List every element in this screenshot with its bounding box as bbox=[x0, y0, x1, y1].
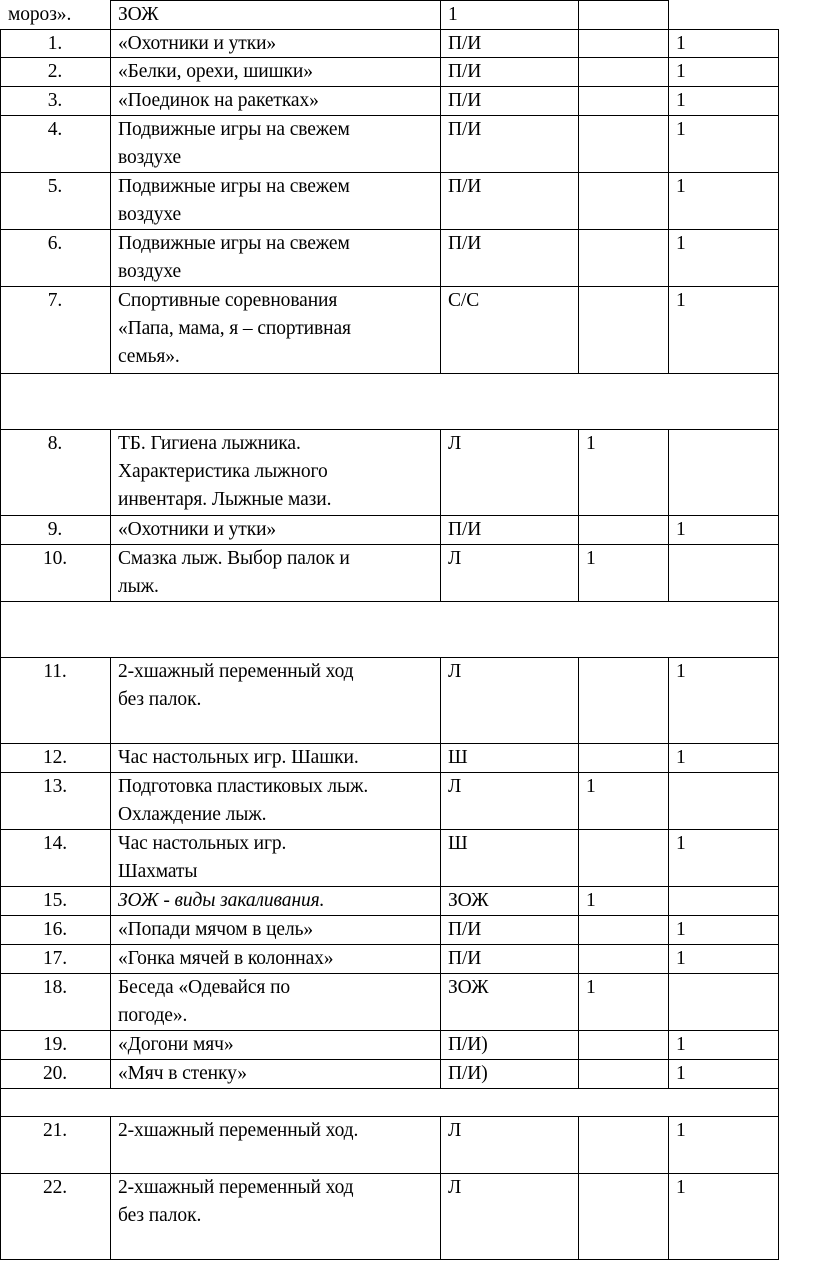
table-border bbox=[778, 544, 779, 601]
row-practice-hours: 1 bbox=[676, 119, 686, 140]
row-number: 17. bbox=[42, 948, 68, 969]
row-topic: Спортивные соревнования «Папа, мама, я – спортивная семья». bbox=[118, 290, 351, 367]
table-border bbox=[778, 229, 779, 286]
table-border bbox=[778, 1173, 779, 1259]
row-theory-hours: 1 bbox=[586, 548, 596, 569]
row-type: Л bbox=[448, 548, 462, 569]
row-theory-hours: 1 bbox=[586, 433, 596, 454]
row-number: 16. bbox=[42, 919, 68, 940]
row-type: П/И bbox=[448, 948, 482, 969]
row-theory-hours bbox=[578, 515, 668, 544]
table-border bbox=[0, 1088, 779, 1089]
row-topic: «Догони мяч» bbox=[118, 1034, 234, 1055]
table-border bbox=[668, 0, 669, 29]
table-border bbox=[0, 601, 779, 602]
table-border bbox=[0, 1259, 779, 1260]
row-number: 15. bbox=[42, 890, 68, 911]
table-border bbox=[778, 115, 779, 172]
row-number: 5. bbox=[47, 176, 63, 197]
table-border bbox=[778, 772, 779, 829]
header-row-cell bbox=[578, 0, 668, 29]
row-theory-hours bbox=[578, 944, 668, 973]
row-theory-hours: 1 bbox=[586, 977, 596, 998]
row-type: Л bbox=[448, 776, 462, 797]
row-topic: «Гонка мячей в колоннах» bbox=[118, 948, 334, 969]
row-type: Л bbox=[448, 1120, 462, 1141]
row-topic: Час настольных игр. Шахматы bbox=[118, 833, 287, 882]
row-number: 18. bbox=[42, 977, 68, 998]
row-type: Ш bbox=[448, 833, 468, 854]
row-type: П/И bbox=[448, 119, 482, 140]
row-practice-hours: 1 bbox=[676, 747, 686, 768]
table-border bbox=[778, 57, 779, 86]
row-practice-hours bbox=[668, 772, 778, 829]
table-border bbox=[778, 829, 779, 886]
row-type: П/И) bbox=[448, 1063, 488, 1084]
row-topic: Смазка лыж. Выбор палок и лыж. bbox=[118, 548, 350, 597]
table-border bbox=[778, 743, 779, 772]
row-topic: «Попади мячом в цель» bbox=[118, 919, 314, 940]
row-practice-hours: 1 bbox=[676, 1177, 686, 1198]
table-border bbox=[0, 601, 1, 657]
table-border bbox=[778, 915, 779, 944]
row-theory-hours bbox=[578, 29, 668, 57]
row-number: 20. bbox=[42, 1063, 68, 1084]
row-type: Л bbox=[448, 1177, 462, 1198]
row-number: 2. bbox=[47, 61, 63, 82]
table-border bbox=[778, 286, 779, 373]
row-practice-hours bbox=[668, 429, 778, 515]
row-topic: ТБ. Гигиена лыжника. Характеристика лыжного инвентаря. Лыжные мази. bbox=[118, 433, 332, 510]
table-border bbox=[778, 86, 779, 115]
table-border bbox=[0, 373, 1, 429]
row-type: П/И bbox=[448, 233, 482, 254]
row-type: П/И bbox=[448, 519, 482, 540]
row-practice-hours bbox=[668, 544, 778, 601]
row-topic: Час настольных игр. Шашки. bbox=[118, 747, 359, 768]
row-practice-hours: 1 bbox=[676, 948, 686, 969]
row-topic: «Мяч в стенку» bbox=[118, 1063, 247, 1084]
row-number: 10. bbox=[42, 548, 68, 569]
row-type: П/И bbox=[448, 33, 482, 54]
row-practice-hours: 1 bbox=[676, 519, 686, 540]
header-row-cell: 1 bbox=[448, 4, 458, 25]
row-practice-hours: 1 bbox=[676, 290, 686, 311]
row-theory-hours: 1 bbox=[586, 776, 596, 797]
row-theory-hours bbox=[578, 229, 668, 286]
row-topic: 2-хшажный переменный ход. bbox=[118, 1120, 359, 1141]
row-topic: «Белки, орехи, шишки» bbox=[118, 61, 313, 82]
row-type: ЗОЖ bbox=[448, 977, 489, 998]
table-border bbox=[778, 373, 779, 429]
row-topic: Подвижные игры на свежем воздухе bbox=[118, 176, 350, 225]
row-theory-hours bbox=[578, 172, 668, 229]
row-number: 22. bbox=[42, 1177, 68, 1198]
row-theory-hours bbox=[578, 286, 668, 373]
row-type: П/И bbox=[448, 176, 482, 197]
table-border bbox=[110, 0, 668, 1]
row-topic: 2-хшажный переменный ход без палок. bbox=[118, 661, 354, 710]
row-number: 6. bbox=[47, 233, 63, 254]
row-practice-hours: 1 bbox=[676, 1034, 686, 1055]
row-number: 13. bbox=[42, 776, 68, 797]
table-border bbox=[778, 1116, 779, 1173]
row-topic: Беседа «Одевайся по погоде». bbox=[118, 977, 291, 1026]
header-row-cell: мороз». bbox=[8, 4, 72, 25]
row-practice-hours: 1 bbox=[676, 1063, 686, 1084]
row-practice-hours bbox=[668, 886, 778, 915]
row-practice-hours: 1 bbox=[676, 833, 686, 854]
row-topic: «Охотники и утки» bbox=[118, 33, 277, 54]
row-theory-hours bbox=[578, 1173, 668, 1259]
row-theory-hours bbox=[578, 743, 668, 772]
table-border bbox=[778, 657, 779, 743]
table-border bbox=[110, 0, 111, 29]
row-practice-hours: 1 bbox=[676, 1120, 686, 1141]
row-number: 21. bbox=[42, 1120, 68, 1141]
row-type: Л bbox=[448, 433, 462, 454]
row-topic: «Охотники и утки» bbox=[118, 519, 277, 540]
row-topic: «Поединок на ракетках» bbox=[118, 90, 319, 111]
row-practice-hours: 1 bbox=[676, 61, 686, 82]
row-topic: Подготовка пластиковых лыж. Охлаждение лыж. bbox=[118, 776, 369, 825]
row-theory-hours bbox=[578, 57, 668, 86]
row-theory-hours bbox=[578, 1030, 668, 1059]
row-topic: 2-хшажный переменный ход без палок. bbox=[118, 1177, 354, 1226]
table-border bbox=[778, 886, 779, 915]
row-practice-hours: 1 bbox=[676, 661, 686, 682]
table-border bbox=[778, 1059, 779, 1088]
table-border bbox=[0, 373, 779, 374]
table-border bbox=[778, 944, 779, 973]
row-number: 19. bbox=[42, 1034, 68, 1055]
table-border bbox=[778, 515, 779, 544]
table-border bbox=[778, 429, 779, 515]
table-border bbox=[778, 973, 779, 1030]
row-type: П/И) bbox=[448, 1034, 488, 1055]
row-type: П/И bbox=[448, 90, 482, 111]
row-number: 12. bbox=[42, 747, 68, 768]
row-type: Ш bbox=[448, 747, 468, 768]
row-theory-hours bbox=[578, 915, 668, 944]
row-practice-hours: 1 bbox=[676, 919, 686, 940]
table-border bbox=[778, 1030, 779, 1059]
table-border bbox=[0, 1088, 1, 1116]
row-number: 4. bbox=[47, 119, 63, 140]
row-number: 14. bbox=[42, 833, 68, 854]
row-practice-hours: 1 bbox=[676, 90, 686, 111]
row-topic: ЗОЖ - виды закаливания. bbox=[118, 890, 325, 911]
row-theory-hours bbox=[578, 115, 668, 172]
row-practice-hours: 1 bbox=[676, 33, 686, 54]
row-number: 9. bbox=[47, 519, 63, 540]
table-border bbox=[778, 601, 779, 657]
row-number: 8. bbox=[47, 433, 63, 454]
row-theory-hours bbox=[578, 1116, 668, 1173]
table-border bbox=[778, 29, 779, 57]
row-type: П/И bbox=[448, 919, 482, 940]
row-topic: Подвижные игры на свежем воздухе bbox=[118, 233, 350, 282]
row-theory-hours bbox=[578, 657, 668, 743]
table-border bbox=[778, 172, 779, 229]
row-number: 7. bbox=[47, 290, 63, 311]
row-number: 3. bbox=[47, 90, 63, 111]
row-practice-hours bbox=[668, 973, 778, 1030]
row-topic: Подвижные игры на свежем воздухе bbox=[118, 119, 350, 168]
row-number: 11. bbox=[43, 661, 67, 682]
row-practice-hours: 1 bbox=[676, 233, 686, 254]
row-theory-hours bbox=[578, 829, 668, 886]
row-theory-hours: 1 bbox=[586, 890, 596, 911]
row-theory-hours bbox=[578, 1059, 668, 1088]
row-type: ЗОЖ bbox=[448, 890, 489, 911]
row-number: 1. bbox=[47, 33, 63, 54]
row-type: С/С bbox=[448, 290, 480, 311]
header-row-cell: ЗОЖ bbox=[118, 4, 159, 25]
table-border bbox=[778, 1088, 779, 1116]
row-theory-hours bbox=[578, 86, 668, 115]
row-type: Л bbox=[448, 661, 462, 682]
row-type: П/И bbox=[448, 61, 482, 82]
table-border bbox=[578, 0, 579, 29]
table-border bbox=[440, 0, 441, 29]
row-practice-hours: 1 bbox=[676, 176, 686, 197]
